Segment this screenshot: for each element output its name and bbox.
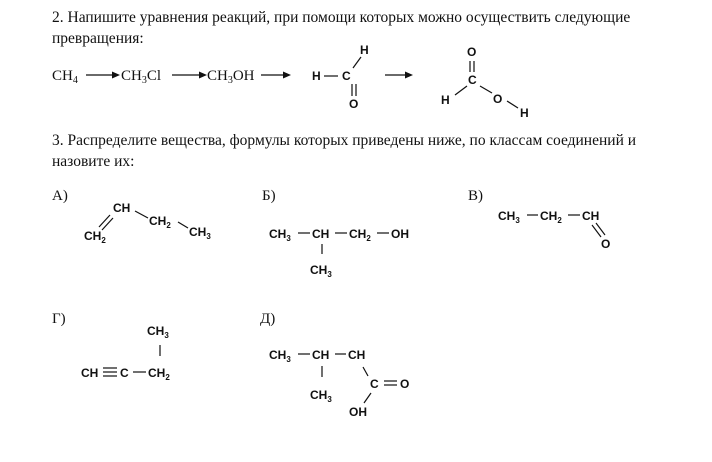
svg-text:CH3: CH3	[498, 209, 520, 225]
svg-text:CH3: CH3	[147, 324, 169, 340]
reaction-arrow-4	[385, 72, 413, 79]
svg-text:CH2: CH2	[540, 209, 562, 225]
svg-text:C: C	[342, 69, 351, 83]
task2-text-line1: 2. Напишите уравнения реакций, при помощи которых можно осуществить следующие	[52, 9, 631, 26]
reaction-arrow-2	[172, 72, 207, 79]
formic-acid-structure	[441, 45, 529, 120]
svg-text:C: C	[468, 73, 477, 87]
task3-text-line2: назовите их:	[52, 153, 135, 170]
svg-text:CH2: CH2	[148, 366, 170, 382]
compound-d-label: Д)	[260, 311, 276, 327]
svg-text:CH4: CH4	[52, 68, 78, 86]
svg-text:O: O	[467, 45, 477, 59]
task3-text-line1: 3. Распределите вещества, формулы которых приведены ниже, по классам соединений и	[52, 132, 637, 149]
chain-ch3cl	[121, 68, 161, 86]
svg-text:CH3Cl: CH3Cl	[121, 68, 162, 86]
compound-a-label: А)	[52, 188, 68, 204]
compound-b-label: Б)	[262, 188, 276, 204]
svg-text:CH: CH	[312, 348, 330, 362]
svg-text:CH: CH	[81, 366, 99, 380]
compound-v-structure	[498, 209, 610, 251]
svg-text:H: H	[441, 93, 450, 107]
svg-text:O: O	[601, 237, 611, 251]
svg-text:CH3: CH3	[189, 225, 211, 241]
compound-v-label: В)	[468, 188, 483, 204]
svg-text:CH3: CH3	[269, 348, 291, 364]
svg-text:CH2: CH2	[149, 214, 171, 230]
svg-text:CH3: CH3	[269, 227, 291, 243]
svg-text:H: H	[312, 69, 321, 83]
chain-ch4	[52, 68, 78, 86]
compound-g-label: Г)	[52, 311, 66, 327]
svg-text:CH: CH	[113, 201, 131, 215]
compound-d-structure	[269, 348, 409, 419]
svg-text:CH3: CH3	[310, 388, 332, 404]
svg-text:H: H	[360, 43, 369, 57]
svg-text:CH: CH	[348, 348, 366, 362]
svg-text:CH3: CH3	[310, 263, 332, 279]
svg-text:O: O	[493, 92, 503, 106]
chain-ch3oh	[207, 68, 255, 86]
svg-text:CH: CH	[312, 227, 330, 241]
compound-b-structure	[269, 227, 409, 279]
compound-a-structure	[84, 201, 211, 245]
svg-text:CH: CH	[582, 209, 600, 223]
svg-text:CH2: CH2	[84, 229, 106, 245]
compound-g-structure	[81, 324, 170, 382]
svg-text:OH: OH	[349, 405, 367, 419]
reaction-arrow-1	[86, 72, 120, 79]
svg-text:CH3OH: CH3OH	[207, 68, 255, 86]
svg-text:C: C	[370, 377, 379, 391]
svg-text:O: O	[349, 97, 359, 111]
task2-text-line2: превращения:	[52, 30, 144, 47]
svg-text:C: C	[120, 366, 129, 380]
formaldehyde-structure	[312, 43, 369, 111]
svg-text:CH2: CH2	[349, 227, 371, 243]
svg-text:OH: OH	[391, 227, 409, 241]
svg-text:H: H	[520, 106, 529, 120]
svg-text:O: O	[400, 377, 410, 391]
reaction-arrow-3	[261, 72, 291, 79]
